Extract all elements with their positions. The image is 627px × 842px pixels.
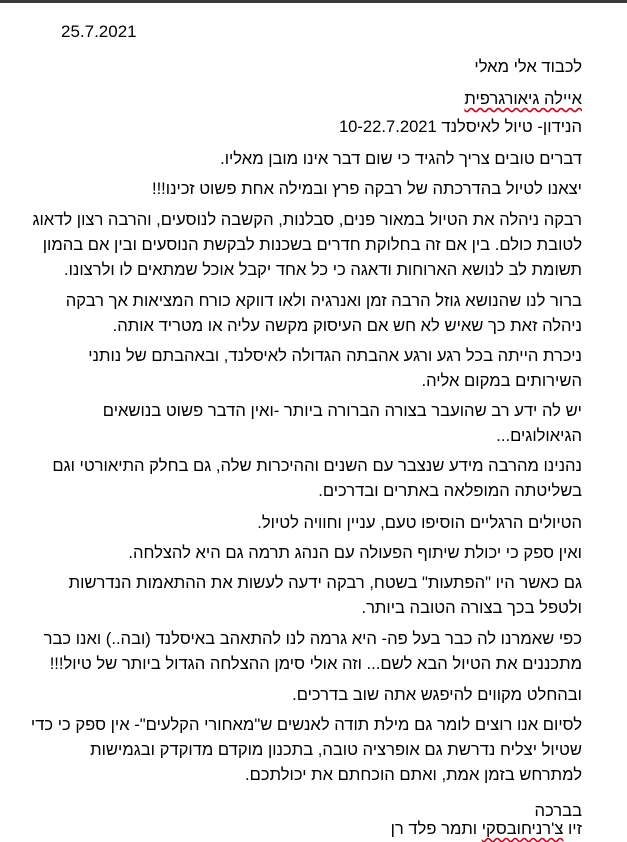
paragraph-3-line-2: לטובת כולם. בין אם זה בחלוקת חדרים בשכנות לבקשת הנוסעים ובין אם בהמון bbox=[42, 235, 582, 254]
paragraph-11-line-1: כפי שאמרנו לה כבר בעל פה- היא גרמה לנו להתאהב באיסלנד (ובה..) ואנו כבר bbox=[43, 629, 582, 648]
paragraph-5-line-1: ניכרת הייתה בכל רגע ורגע אהבתה הגדולה לאיסלנד, ובאהבתם של נותני bbox=[88, 346, 582, 365]
letter-body bbox=[30, 0, 582, 842]
paragraph-13-line-3: למתרחש בזמן אמת, ואתם הוכחתם את יכולתכם. bbox=[245, 765, 582, 784]
paragraph-3-line-3: תשומת לב לנושא הארוחות ודאגה כי כל אחד יקבל אוכל שמתאים לו ולרצונו. bbox=[63, 260, 582, 279]
letter-date: 25.7.2021 bbox=[61, 22, 137, 41]
paragraph-3-line-1: רבקה ניהלה את הטיול במאור פנים, סבלנות, הקשבה לנוסעים, והרבה רצון לדאוג bbox=[32, 210, 582, 229]
paragraph-7-line-2: בשליטתה המופלאה באתרים ובדרכים. bbox=[318, 481, 582, 500]
paragraph-9: ואין ספק כי יכולת שיתוף הפעולה עם הנהג תרמה גם היא להצלחה. bbox=[128, 543, 582, 562]
subject-line: הנידון- טיול לאיסלנד 10-22.7.2021 bbox=[338, 117, 582, 136]
signature bbox=[60, 817, 582, 842]
paragraph-10-line-2: ולטפל בכך בצורה הטובה ביותר. bbox=[361, 598, 582, 617]
paragraph-13-line-2: שטיול יצליח נדרשת גם אופרציה טובה, בתכנון מוקדם מדוקדק ובגמישות bbox=[90, 740, 582, 759]
paragraph-6-line-2: הגיאולוגים... bbox=[496, 426, 582, 445]
paragraph-13-line-1: לסיום אנו רוצים לומר גם מילת תודה לאנשים ש"מאחורי הקלעים"- אין ספק כי כדי bbox=[30, 715, 582, 734]
signature-surname: צ'רניחובסקי bbox=[481, 819, 564, 838]
paragraph-4-line-1: ברור לנו שהנושא גוזל הרבה זמן ואנרגיה ולאו דווקא כורח המציאות אך רבקה bbox=[65, 291, 582, 310]
paragraph-12: ובהחלט מקווים להיפגש אתה שוב בדרכים. bbox=[292, 685, 582, 704]
paragraph-8: הטיולים הרגליים הוסיפו טעם, עניין וחוויה לטיול. bbox=[257, 513, 582, 532]
company-name: איילה גיאורגרפית bbox=[464, 89, 582, 108]
recipient-company bbox=[60, 87, 582, 112]
recipient-line: לכבוד אלי מאלי bbox=[474, 57, 582, 76]
paragraph-5-line-2: השירותים במקום אליה. bbox=[421, 371, 582, 390]
paragraph-11-line-2: מתכננים את הטיול הבא לשם... וזה אולי סימן ההצלחה הגדול ביותר של טיול!!! bbox=[49, 654, 582, 673]
paragraph-4-line-2: ניהלה זאת כך שאיש לא חש אם העיסוק מקשה עליה או מטריד אותה. bbox=[112, 316, 582, 335]
paragraph-1: דברים טובים צריך להגיד כי שום דבר אינו מובן מאליו. bbox=[220, 149, 582, 168]
paragraph-6-line-1: יש לה ידע רב שהועבר בצורה הברורה ביותר -ואין הדבר פשוט בנושאים bbox=[102, 401, 582, 420]
signature-rest: ותמר פלד רן bbox=[390, 819, 482, 838]
paragraph-7-line-1: נהנינו מהרבה מידע שנצבר עם השנים וההיכרות שלה, גם בחלק התיאורטי וגם bbox=[52, 456, 582, 475]
paragraph-10-line-1: גם כאשר היו "הפתעות" בשטח, רבקה ידעה לעשות את ההתאמות הנדרשות bbox=[68, 573, 582, 592]
closing: בברכה bbox=[534, 801, 582, 820]
paragraph-2: יצאנו לטיול בהדרכתה של רבקה פרץ ובמילה אחת פשוט זכינו!!! bbox=[151, 179, 582, 198]
signature-first-name: זיו bbox=[563, 819, 582, 838]
